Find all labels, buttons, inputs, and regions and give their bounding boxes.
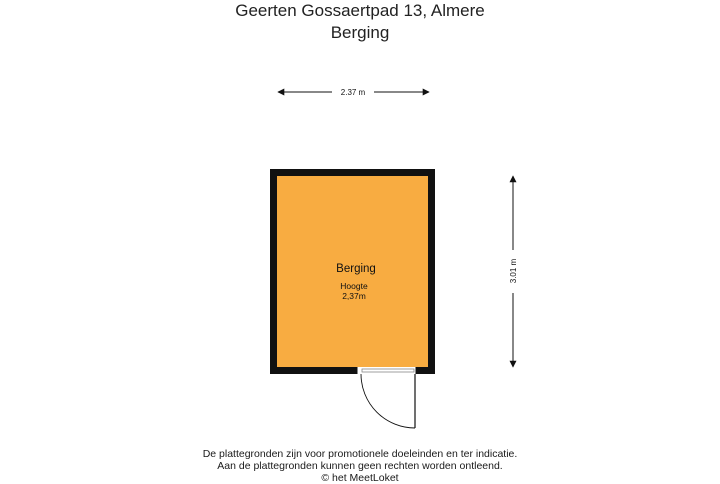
height-dimension: [509, 176, 518, 367]
door: [357, 367, 416, 428]
disclaimer-line-1: De plattegronden zijn voor promotionele doeleinden en ter indicatie.: [202, 448, 518, 460]
room-height-value: 2,37m: [342, 291, 366, 301]
width-dimension: [278, 88, 429, 97]
floor-title: Berging: [330, 23, 390, 42]
width-dimension-label: 2.37 m: [340, 88, 366, 97]
address-title: Geerten Gossaertpad 13, Almere: [235, 1, 485, 20]
copyright-line: © het MeetLoket: [321, 472, 399, 484]
room-height-label: Hoogte: [340, 281, 368, 291]
disclaimer-footer: [0, 448, 720, 484]
door-swing-arc: [361, 374, 415, 428]
height-dimension-label: 3.01 m: [509, 258, 518, 284]
disclaimer-line-2: Aan de plattegronden kunnen geen rechten worden ontleend.: [217, 460, 503, 472]
room-name-label: Berging: [336, 263, 376, 275]
